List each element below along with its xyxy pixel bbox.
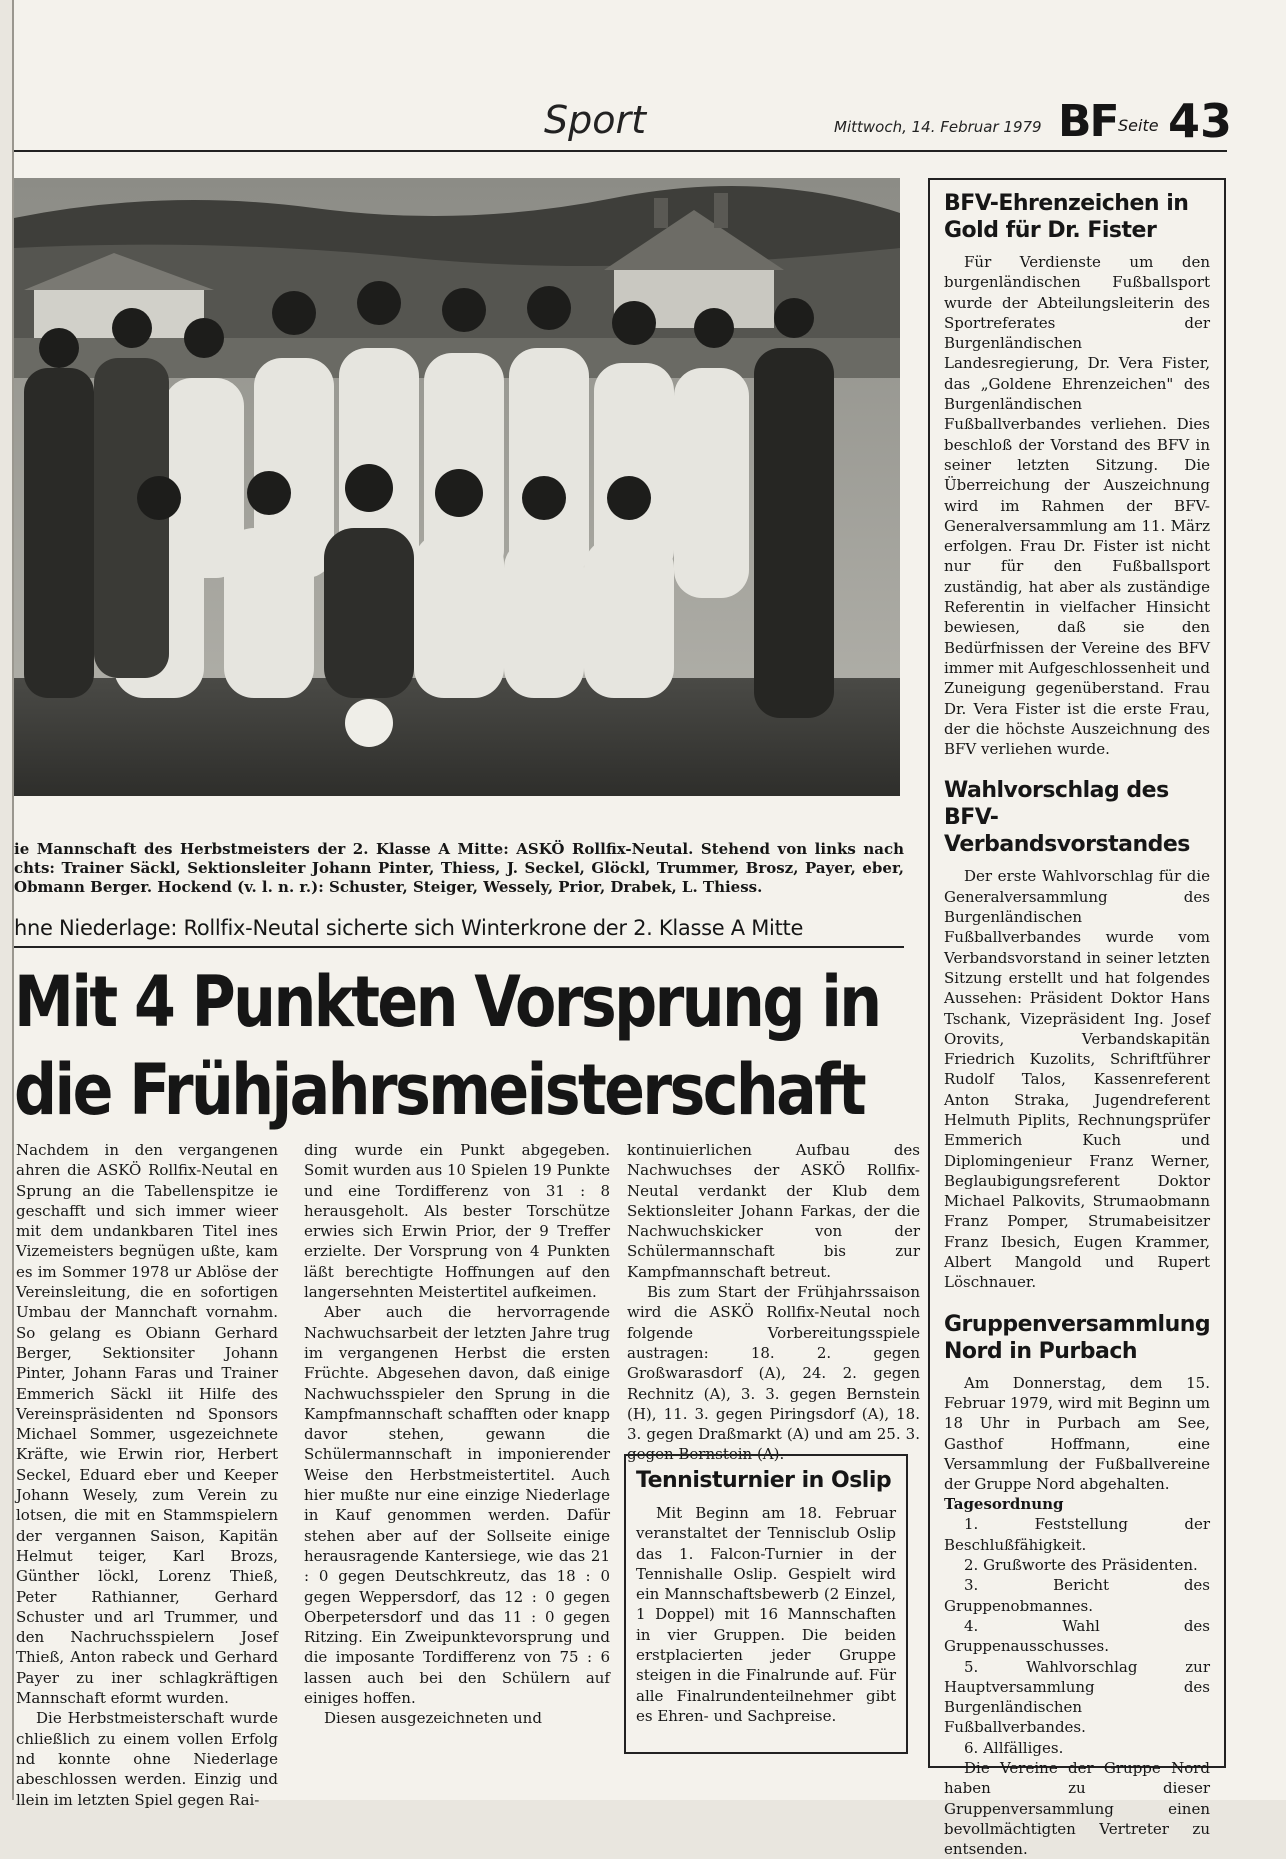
sidebar-article-text: Die Vereine der Gruppe Nord haben zu dieser Gruppenversammlung einen bevollmächtigten Vertreter zu entsenden.: [944, 1759, 1210, 1859]
page-header: [14, 90, 1233, 152]
sidebar-article-ehrenzeichen: [944, 190, 1210, 759]
sidebar-article-text: Am Donnerstag, dem 15. Februar 1979, wird mit Beginn um 18 Uhr in Purbach am See, Gasthof Hoffmann, eine Versammlung der Fußballvereine der Gruppe Nord abgehalten.: [944, 1373, 1210, 1494]
team-photo-image: [14, 178, 900, 796]
page-label: Seite: [1118, 116, 1159, 135]
newspaper-logo: BF: [1058, 96, 1118, 147]
sidebar-news: [928, 178, 1226, 1859]
issue-date: Mittwoch, 14. Februar 1979: [834, 118, 1042, 136]
headline-line-2: die Frühjahrsmeisterschaft: [14, 1049, 865, 1131]
agenda-title: Tagesordnung: [944, 1495, 1064, 1514]
sidebar-article-text: Für Verdienste um den burgenländischen Fußballsport wurde der Abteilungsleiterin des Sportreferates der Burgenländischen Landesregierung, Dr. Vera Fister, das „Goldene Ehrenzeichen" des Burgenländischen Fußballverbandes verliehen. Dies beschloß der Vorstand des BFV in seiner letzten Sitzung. Die Überreichung der Auszeichnung wird im Rahmen der BFV-Generalversammlung am 11. März erfolgen. Frau Dr. Fister ist nicht nur für den Fußballsport zuständig, hat aber als zuständige Referentin in vielfacher Hinsicht bewiesen, daß sie den Bedürfnissen der Vereine des BFV immer mit Aufgeschlossenheit und Zuneigung gegenüberstand. Frau Dr. Vera Fister ist die erste Frau, der die höchste Auszeichnung des BFV verliehen wurde.: [944, 253, 1210, 759]
tennis-text: Mit Beginn am 18. Februar veranstaltet der Tennisclub Oslip das 1. Falcon-Turnier in der Tennishalle Oslip. Gespielt wird ein Mannschaftsbewerb (2 Einzel, 1 Doppel) mit 16 Mannschaften in vier Gruppen. Die beiden erstplacierten jeder Gruppe steigen in die Finalrunde auf. Für alle Finalrundenteilnehmer gibt es Ehren- und Sachpreise.: [636, 1504, 896, 1725]
article-paragraph: Diesen ausgezeichneten und: [324, 1709, 542, 1728]
article-paragraph: Nachdem in den vergangenen ahren die ASKÖ Rollfix-Neutal en Sprung an die Tabellenspitze ie geschafft und sich immer wieer mit dem undankbaren Titel ines Vizemeisters begnügen ußte, kam es im Sommer 1978 ur Ablöse der Vereinsleitung, die en sofortigen Umbau der Mannchaft vornahm. So gelang es Obiann Gerhard Berger, Sektionsiter Johann Pinter, Johann Faras und Trainer Emmerich Säckl iit Hilfe des Vereinspräsidenten nd Sponsors Michael Sommer, usgezeichnete Kräfte, wie Erwin rior, Herbert Seckel, Eduard eber und Keeper Johann Wesely, zum Verein zu lotsen, die mit en Stammspielern der vergannen Saison, Kapitän Helmut teiger, Karl Brozs, Günther löckl, Lorenz Thieß, Peter Rathianner, Gerhard Schuster und arl Trummer, und den Nachruchsspielern Josef Thieß, Anton rabeck und Gerhard Payer zu iner schlagkräftigen Mannschaft eformt wurden.: [16, 1141, 278, 1708]
newspaper-page: [12, 0, 1286, 1859]
article-column-3: [627, 1140, 920, 1465]
sidebar-article-gruppenversammlung: [944, 1311, 1210, 1859]
article-headline: [14, 958, 880, 1134]
article-column-2: [304, 1140, 610, 1729]
sidebar-article-text: Der erste Wahlvorschlag für die Generalversammlung des Burgenländischen Fußballverbandes wurde vom Verbandsvorstand in seiner letzten Sitzung erstellt und hat folgendes Aussehen: Präsident Doktor Hans Tschank, Vizepräsident Ing. Josef Orovits, Verbandskapitän Friedrich Kuzolits, Schriftführer Rudolf Talos, Kassenreferent Anton Straka, Jugendreferent Helmuth Piplits, Rechnungsprüfer Emmerich Kuch und Diplomingenieur Franz Werner, Beglaubigungsreferent Doktor Michael Palkovits, Strumaobmann Franz Pomper, Strumabeisitzer Franz Ibesich, Eugen Krammer, Albert Mangold und Rupert Löschnauer.: [944, 867, 1210, 1292]
article-paragraph: kontinuierlichen Aufbau des Nachwuchses der ASKÖ Rollfix-Neutal verdankt der Klub dem Sektionsleiter Johann Farkas, der die Nachwuchskicker von der Schülermannschaft bis zur Kampfmannschaft betreut.: [627, 1141, 920, 1281]
article-paragraph: Die Herbstmeisterschaft wurde chließlich zu einem vollen Erfolg nd konnte ohne Niederlage abeschlossen werden. Einzig und llein im letzten Spiel gegen Rai-: [16, 1709, 278, 1809]
tennis-box: [624, 1454, 908, 1754]
article-paragraph: ding wurde ein Punkt abgegeben. Somit wurden aus 10 Spielen 19 Punkte und eine Tordifferenz von 31 : 8 herausgeholt. Als bester Torschütze erwies sich Erwin Prior, der 9 Treffer erzielte. Der Vorsprung von 4 Punkten läßt berechtigte Hoffnungen auf den langersehnten Meistertitel aufkeimen.: [304, 1141, 610, 1302]
team-photo: [14, 178, 900, 796]
photo-caption: ie Mannschaft des Herbstmeisters der 2. Klasse A Mitte: ASKÖ Rollfix-Neutal. Stehend von links nach chts: Trainer Säckl, Sektionsleiter Johann Pinter, Thiess, J. Seckel, Glöckl, Trummer, Brosz, Payer, eber, Obmann Berger. Hockend (v. l. n. r.): Schuster, Steiger, Wessely, Prior, Drabek, L. Thiess.: [14, 840, 904, 896]
article-paragraph: Aber auch die hervorragende Nachwuchsarbeit der letzten Jahre trug im vergangenen Herbst die ersten Früchte. Abgesehen davon, daß einige Nachwuchsspieler den Sprung in die Kampfmannschaft schafften oder knapp davor stehen, gewann die Schülermannschaft in imponierender Weise den Herbstmeistertitel. Auch hier mußte nur eine einzige Niederlage in Kauf genommen werden. Dafür stehen aber auf der Sollseite einige herausragende Kantersiege, wie das 21 : 0 gegen Deutschkreutz, das 18 : 0 gegen Weppersdorf, das 12 : 0 gegen Oberpetersdorf und das 11 : 0 gegen Ritzing. Ein Zweipunktevorsprung und die imposante Tordifferenz von 75 : 6 lassen auch bei den Schülern auf einiges hoffen.: [304, 1303, 610, 1708]
article-kicker: hne Niederlage: Rollfix-Neutal sicherte sich Winterkrone der 2. Klasse A Mitte: [14, 916, 904, 948]
article-paragraph: Bis zum Start der Frühjahrssaison wird die ASKÖ Rollfix-Neutal noch folgende Vorbereitungsspiele austragen: 18. 2. gegen Großwarasdorf (A), 24. 2. gegen Rechnitz (A), 3. 3. gegen Bernstein (H), 11. 3. gegen Piringsdorf (A), 18. 3. gegen Draßmarkt (A) und am 25. 3. gegen Bernstein (A).: [627, 1283, 920, 1464]
tennis-title: Tennisturnier in Oslip: [636, 1468, 892, 1493]
page-number: 43: [1168, 94, 1233, 148]
agenda-item: 2. Grußworte des Präsidenten.: [964, 1556, 1198, 1575]
agenda-list: [944, 1514, 1210, 1758]
sidebar-article-title: Gruppenversammlung Nord in Purbach: [944, 1311, 1211, 1364]
agenda-item: 3. Bericht des Gruppenobmannes.: [944, 1576, 1210, 1615]
agenda-item: 1. Feststellung der Beschlußfähigkeit.: [944, 1515, 1210, 1554]
headline-line-1: Mit 4 Punkten Vorsprung in: [14, 961, 880, 1043]
section-title: Sport: [544, 98, 647, 142]
sidebar-article-wahlvorschlag: [944, 777, 1210, 1292]
agenda-item: 5. Wahlvorschlag zur Hauptversammlung des Burgenländischen Fußballverbandes.: [944, 1657, 1210, 1737]
agenda-item: 6. Allfälliges.: [964, 1738, 1064, 1757]
sidebar-article-title: BFV-Ehrenzeichen in Gold für Dr. Fister: [944, 191, 1189, 243]
article-column-1: [16, 1140, 278, 1810]
sidebar-article-title: Wahlvorschlag des BFV-Verbandsvorstandes: [944, 778, 1190, 858]
agenda-item: 4. Wahl des Gruppenausschusses.: [944, 1616, 1210, 1656]
